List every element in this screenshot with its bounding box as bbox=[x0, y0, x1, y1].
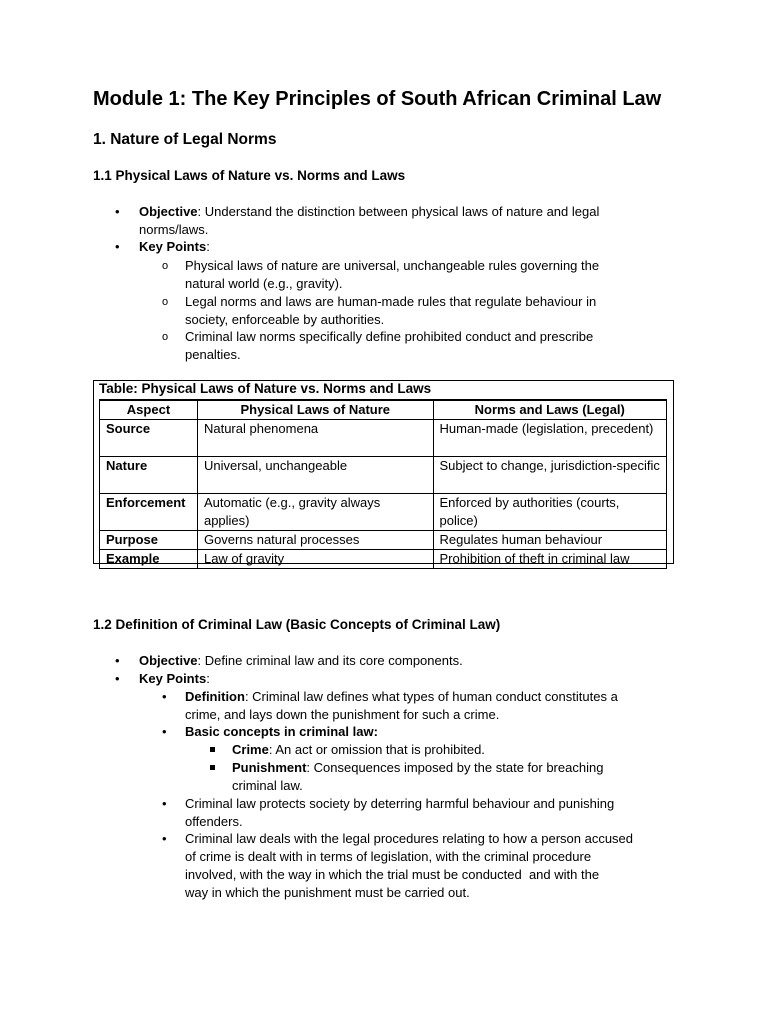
comparison-table bbox=[99, 399, 667, 569]
crime-label: Crime bbox=[232, 742, 269, 757]
bullet-icon: • bbox=[115, 653, 120, 668]
punishment-label: Punishment bbox=[232, 760, 307, 775]
circle-bullet-icon: o bbox=[162, 260, 169, 272]
table-row bbox=[100, 550, 667, 569]
table-cell: Enforced by authorities (courts, police) bbox=[433, 494, 667, 531]
table-cell-aspect: Nature bbox=[100, 457, 198, 494]
procedures-line: involved, with the way in which the trial must be conducted and with the bbox=[185, 867, 600, 882]
bullet-icon: • bbox=[162, 724, 167, 739]
circle-bullet-icon: o bbox=[162, 296, 169, 308]
keypoints-line bbox=[139, 238, 210, 256]
objective-label: Objective bbox=[139, 653, 198, 668]
bullet-icon: • bbox=[115, 239, 120, 254]
keypoints-colon: : bbox=[206, 671, 210, 686]
definition-text: : Criminal law defines what types of human conduct constitutes a bbox=[244, 689, 618, 704]
point-line: penalties. bbox=[185, 347, 241, 362]
keypoints-label: Key Points bbox=[139, 239, 207, 254]
table-header-row bbox=[100, 400, 667, 420]
table-cell: Law of gravity bbox=[197, 550, 433, 569]
table-cell: Prohibition of theft in criminal law bbox=[433, 550, 667, 569]
table-cell: Universal, unchangeable bbox=[197, 457, 433, 494]
table-cell: Natural phenomena bbox=[197, 420, 433, 457]
objective-text: : Understand the distinction between physical laws of nature and legal bbox=[197, 204, 600, 219]
punishment-line bbox=[232, 759, 603, 777]
table-cell-aspect: Purpose bbox=[100, 531, 198, 550]
table-cell-aspect: Source bbox=[100, 420, 198, 457]
objective-text-cont: norms/laws. bbox=[139, 222, 209, 237]
bullet-icon: • bbox=[162, 831, 167, 846]
bullet-icon: • bbox=[162, 689, 167, 704]
protects-line: offenders. bbox=[185, 814, 243, 829]
section-heading-1: 1. Nature of Legal Norms bbox=[93, 131, 277, 148]
objective-text: : Define criminal law and its core components. bbox=[197, 653, 463, 668]
subsection-heading-1-2: 1.2 Definition of Criminal Law (Basic Concepts of Criminal Law) bbox=[93, 617, 501, 632]
crime-text: : An act or omission that is prohibited. bbox=[268, 742, 485, 757]
objective-line bbox=[139, 203, 599, 221]
point-line: Criminal law norms specifically define prohibited conduct and prescribe bbox=[185, 329, 594, 344]
table-row bbox=[100, 420, 667, 457]
subsection-heading-1-1: 1.1 Physical Laws of Nature vs. Norms and Laws bbox=[93, 168, 406, 183]
keypoints-label: Key Points bbox=[139, 671, 207, 686]
crime-line bbox=[232, 741, 485, 759]
procedures-line: of crime is dealt with in terms of legislation, with the criminal procedure bbox=[185, 849, 592, 864]
table-header-cell: Aspect bbox=[100, 400, 198, 420]
page-title: Module 1: The Key Principles of South African Criminal Law bbox=[93, 88, 662, 110]
point-line: Physical laws of nature are universal, unchangeable rules governing the bbox=[185, 258, 600, 273]
table-row bbox=[100, 531, 667, 550]
table-cell: Regulates human behaviour bbox=[433, 531, 667, 550]
bullet-icon: • bbox=[162, 796, 167, 811]
definition-label: Definition bbox=[185, 689, 245, 704]
table-row bbox=[100, 457, 667, 494]
objective-line bbox=[139, 652, 463, 670]
square-bullet-icon bbox=[210, 765, 215, 770]
basic-concepts-label: Basic concepts in criminal law: bbox=[185, 724, 378, 739]
table-row bbox=[100, 494, 667, 531]
protects-line: Criminal law protects society by deterring harmful behaviour and punishing bbox=[185, 796, 615, 811]
definition-line bbox=[185, 688, 618, 706]
keypoints-line bbox=[139, 670, 210, 688]
point-line: Legal norms and laws are human-made rules that regulate behaviour in bbox=[185, 294, 597, 309]
bullet-icon: • bbox=[115, 671, 120, 686]
table-cell: Subject to change, jurisdiction-specific bbox=[433, 457, 667, 494]
square-bullet-icon bbox=[210, 747, 215, 752]
table-header-cell: Physical Laws of Nature bbox=[197, 400, 433, 420]
punishment-text: : Consequences imposed by the state for breaching bbox=[306, 760, 604, 775]
circle-bullet-icon: o bbox=[162, 331, 169, 343]
bullet-icon: • bbox=[115, 204, 120, 219]
table-cell-aspect: Enforcement bbox=[100, 494, 198, 531]
table-cell: Human-made (legislation, precedent) bbox=[433, 420, 667, 457]
table-cell: Governs natural processes bbox=[197, 531, 433, 550]
procedures-line: Criminal law deals with the legal procedures relating to how a person accused bbox=[185, 831, 634, 846]
table-cell-aspect: Example bbox=[100, 550, 198, 569]
point-line: society, enforceable by authorities. bbox=[185, 312, 385, 327]
punishment-text-cont: criminal law. bbox=[232, 778, 303, 793]
table-caption: Table: Physical Laws of Nature vs. Norms and Laws bbox=[99, 381, 432, 396]
table-cell: Automatic (e.g., gravity always applies) bbox=[197, 494, 433, 531]
procedures-line: way in which the punishment must be carried out. bbox=[185, 885, 470, 900]
objective-label: Objective bbox=[139, 204, 198, 219]
keypoints-colon: : bbox=[206, 239, 210, 254]
table-header-cell: Norms and Laws (Legal) bbox=[433, 400, 667, 420]
definition-text-cont: crime, and lays down the punishment for such a crime. bbox=[185, 707, 500, 722]
point-line: natural world (e.g., gravity). bbox=[185, 276, 343, 291]
